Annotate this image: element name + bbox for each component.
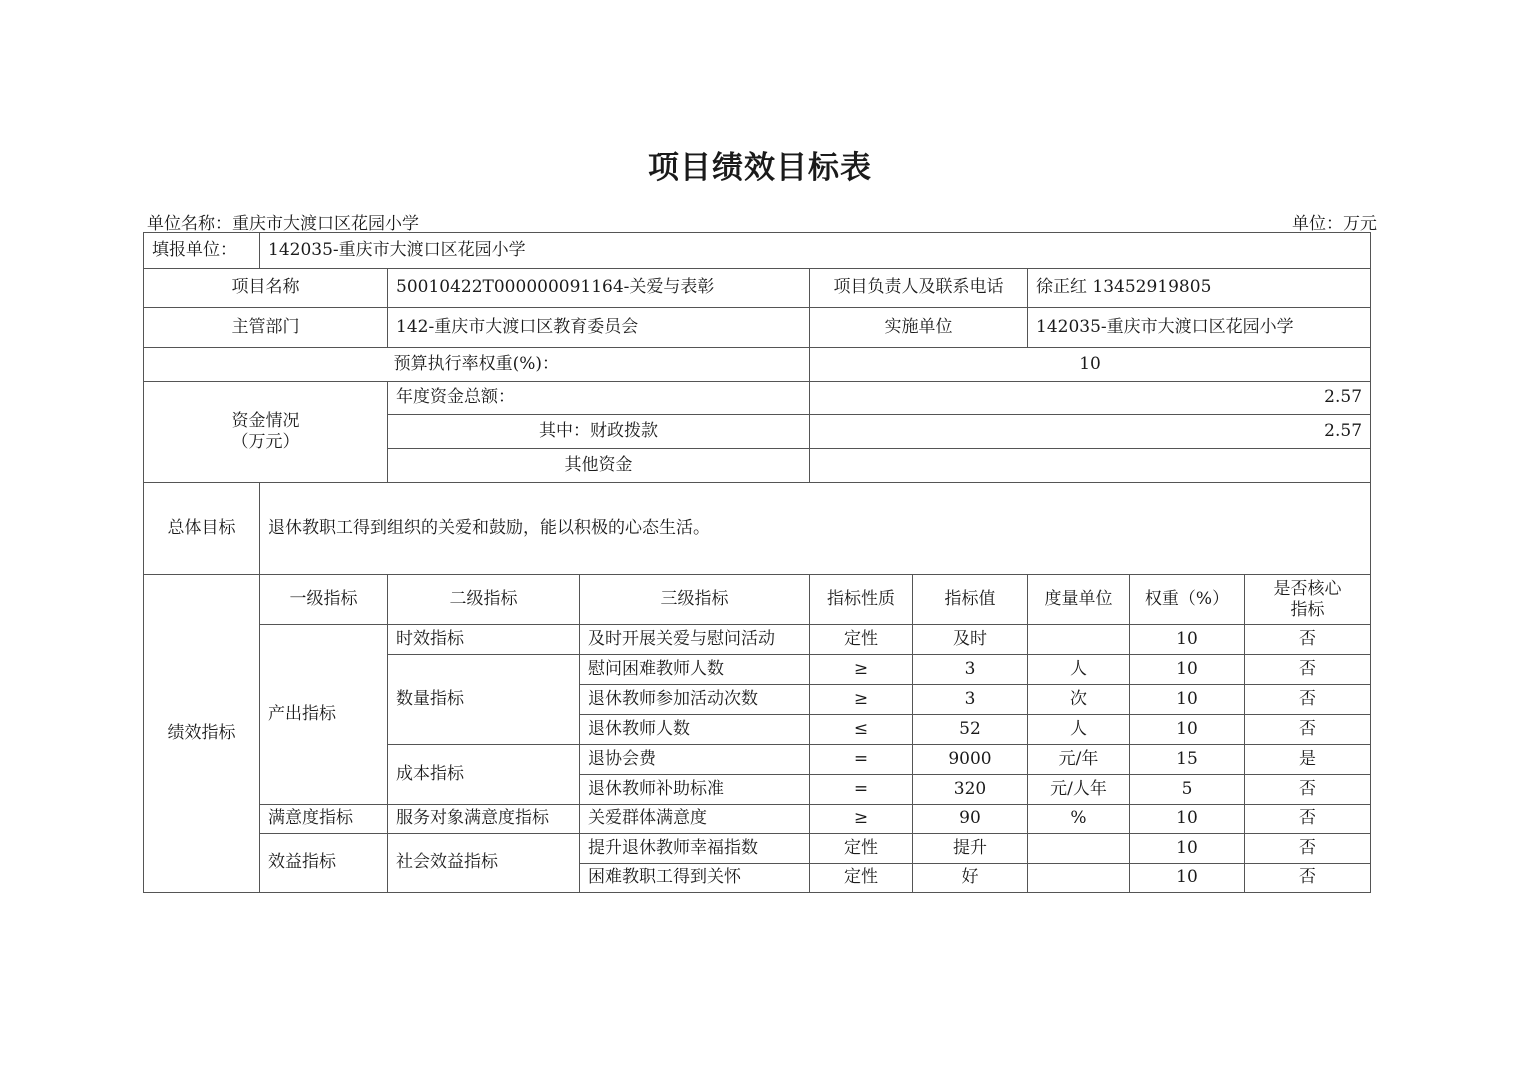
cell-nature: ≥ [810,655,913,685]
page-title: 项目绩效目标表 [648,150,872,186]
header-value: 指标值 [913,575,1028,625]
cell-value: 及时 [913,625,1028,655]
subgroup-time: 时效指标 [388,625,580,655]
project-name-row [144,269,1371,308]
budget-weight-row [144,348,1371,382]
cell-level3: 提升退休教师幸福指数 [580,834,810,864]
overall-goal-value: 退休教职工得到组织的关爱和鼓励，能以积极的心态生活。 [260,483,1371,575]
indicator-header-row [144,575,1371,625]
fiscal-value: 2.57 [810,415,1371,449]
cell-nature: 定性 [810,834,913,864]
other-funds-value [810,449,1371,483]
cell-unit [1028,864,1130,893]
header-level3: 三级指标 [580,575,810,625]
header-core-line2: 指标 [1290,599,1325,620]
cell-core: 否 [1245,625,1371,655]
group-benefit: 效益指标 [260,834,388,893]
cell-unit [1028,625,1130,655]
funds-label-line1: 资金情况 [231,410,300,431]
other-funds-label: 其他资金 [388,449,810,483]
cell-weight: 10 [1130,834,1245,864]
overall-goal-label: 总体目标 [144,483,260,575]
header-nature: 指标性质 [810,575,913,625]
cell-level3: 关爱群体满意度 [580,805,810,834]
contact-value: 徐正红 13452919805 [1028,269,1371,308]
group-output: 产出指标 [260,625,388,805]
cell-nature: 定性 [810,864,913,893]
cell-weight: 10 [1130,805,1245,834]
subgroup-quantity: 数量指标 [388,655,580,745]
dept-label: 主管部门 [144,308,388,348]
unit-name-value: 重庆市大渡口区花园小学 [232,214,419,234]
header-core [1245,575,1371,625]
header-unit: 度量单位 [1028,575,1130,625]
cell-nature: ≥ [810,685,913,715]
annual-total-label: 年度资金总额： [388,382,810,415]
cell-unit [1028,834,1130,864]
unit-value: 万元 [1343,214,1377,234]
cell-weight: 10 [1130,655,1245,685]
budget-weight-value: 10 [810,348,1371,382]
impl-value: 142035-重庆市大渡口区花园小学 [1028,308,1371,348]
fill-unit-label: 填报单位： [144,233,260,269]
cell-value: 3 [913,685,1028,715]
budget-weight-label: 预算执行率权重(%)： [144,348,810,382]
cell-core: 否 [1245,715,1371,745]
table-row [144,805,1371,834]
header-core-line1: 是否核心 [1273,579,1342,600]
project-name-value: 50010422T000000091164-关爱与表彰 [388,269,810,308]
cell-weight: 10 [1130,715,1245,745]
cell-core: 是 [1245,745,1371,775]
cell-value: 52 [913,715,1028,745]
perf-indicator-label: 绩效指标 [144,575,260,893]
performance-target-table [143,232,1371,893]
unit-label: 单位： [1292,214,1343,234]
cell-core: 否 [1245,864,1371,893]
funds-label-line2: （万元） [231,432,300,452]
cell-weight: 10 [1130,685,1245,715]
cell-nature: ≤ [810,715,913,745]
cell-unit: 元/人年 [1028,775,1130,805]
subgroup-service: 服务对象满意度指标 [388,805,580,834]
cell-level3: 及时开展关爱与慰问活动 [580,625,810,655]
cell-weight: 10 [1130,625,1245,655]
header-weight: 权重（%） [1130,575,1245,625]
unit-name-label: 单位名称： [147,214,232,234]
cell-weight: 15 [1130,745,1245,775]
fill-unit-row [144,233,1371,269]
cell-value: 9000 [913,745,1028,775]
cell-level3: 退休教师人数 [580,715,810,745]
cell-core: 否 [1245,805,1371,834]
cell-weight: 10 [1130,864,1245,893]
contact-label: 项目负责人及联系电话 [810,269,1028,308]
cell-level3: 退休教师参加活动次数 [580,685,810,715]
project-name-label: 项目名称 [144,269,388,308]
cell-core: 否 [1245,775,1371,805]
cell-value: 提升 [913,834,1028,864]
cell-value: 90 [913,805,1028,834]
cell-unit: % [1028,805,1130,834]
cell-unit: 人 [1028,655,1130,685]
cell-core: 否 [1245,834,1371,864]
fill-unit-value: 142035-重庆市大渡口区花园小学 [260,233,1371,269]
header-level2: 二级指标 [388,575,580,625]
cell-unit: 元/年 [1028,745,1130,775]
cell-core: 否 [1245,655,1371,685]
cell-value: 3 [913,655,1028,685]
annual-total-value: 2.57 [810,382,1371,415]
subgroup-social: 社会效益指标 [388,834,580,893]
cell-nature: 定性 [810,625,913,655]
cell-nature: = [810,745,913,775]
group-satisfaction: 满意度指标 [260,805,388,834]
overall-goal-row [144,483,1371,575]
cell-level3: 慰问困难教师人数 [580,655,810,685]
dept-row [144,308,1371,348]
impl-label: 实施单位 [810,308,1028,348]
funds-label [144,382,388,483]
cell-weight: 5 [1130,775,1245,805]
cell-value: 好 [913,864,1028,893]
annual-total-row [144,382,1371,415]
fiscal-label: 其中：财政拨款 [388,415,810,449]
unit-name-line [147,209,419,234]
cell-core: 否 [1245,685,1371,715]
unit-line [1292,209,1377,234]
cell-level3: 退协会费 [580,745,810,775]
dept-value: 142-重庆市大渡口区教育委员会 [388,308,810,348]
cell-unit: 次 [1028,685,1130,715]
cell-level3: 退休教师补助标准 [580,775,810,805]
cell-nature: = [810,775,913,805]
cell-unit: 人 [1028,715,1130,745]
cell-value: 320 [913,775,1028,805]
subgroup-cost: 成本指标 [388,745,580,805]
cell-level3: 困难教职工得到关怀 [580,864,810,893]
table-row [144,625,1371,655]
cell-nature: ≥ [810,805,913,834]
header-level1: 一级指标 [260,575,388,625]
table-row [144,834,1371,864]
